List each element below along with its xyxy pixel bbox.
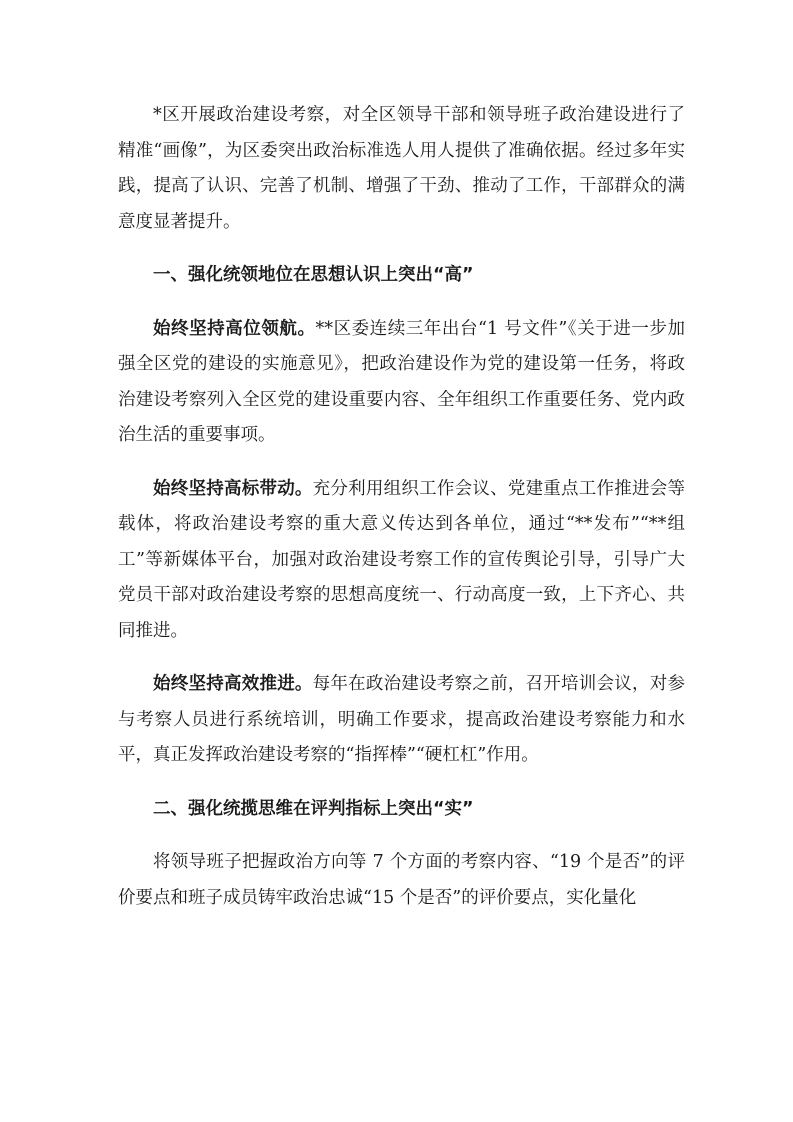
paragraph-3-body: 每年在政治建设考察之前，召开培训会议，对参与考察人员进行系统培训，明确工作要求，提高政治建设考察能力和水平，真正发挥政治建设考察的“指挥棒”“硬杠杠”作用。 xyxy=(118,674,685,765)
paragraph-1-lead: 始终坚持高位领航。 xyxy=(153,318,316,339)
paragraph-4: 将领导班子把握政治方向等 7 个方面的考察内容、“19 个是否”的评价要点和班子成员铸牢政治忠诚“15 个是否”的评价要点，实化量化 xyxy=(118,852,685,908)
paragraph-3-lead: 始终坚持高效推进。 xyxy=(153,674,313,694)
section-heading-1: 一、强化统领地位在思想认识上突出“高” xyxy=(153,265,474,285)
paragraph-2 xyxy=(118,472,685,650)
section-heading-2: 二、强化统揽思维在评判指标上突出“实” xyxy=(153,798,474,819)
paragraph-2-body: 充分利用组织工作会议、党建重点工作推进会等载体，将政治建设考察的重大意义传达到各单位，通过“**发布”“**组工”等新媒体平台，加强对政治建设考察工作的宣传舆论引导，引导广大党员干部对政治建设考察的思想高度统一、行动高度一致，上下齐心、共同推进。 xyxy=(118,478,685,641)
paragraph-1-body: **区委连续三年出台“1 号文件”《关于进一步加强全区党的建设的实施意见》，把政治建设作为党的建设第一任务，将政治建设考察列入全区党的建设重要内容、全年组织工作重要任务、党内政治生活的重要事项。 xyxy=(118,318,685,445)
intro-paragraph: *区开展政治建设考察，对全区领导干部和领导班子政治建设进行了精准“画像”，为区委突出政治标准选人用人提供了准确依据。经过多年实践，提高了认识、完善了机制、增强了干劲、推动了工作，干部群众的满意度显著提升。 xyxy=(118,105,685,232)
paragraph-1 xyxy=(118,312,685,454)
paragraph-3 xyxy=(118,667,685,774)
document-page xyxy=(118,98,685,934)
paragraph-2-lead: 始终坚持高标带动。 xyxy=(153,478,313,499)
